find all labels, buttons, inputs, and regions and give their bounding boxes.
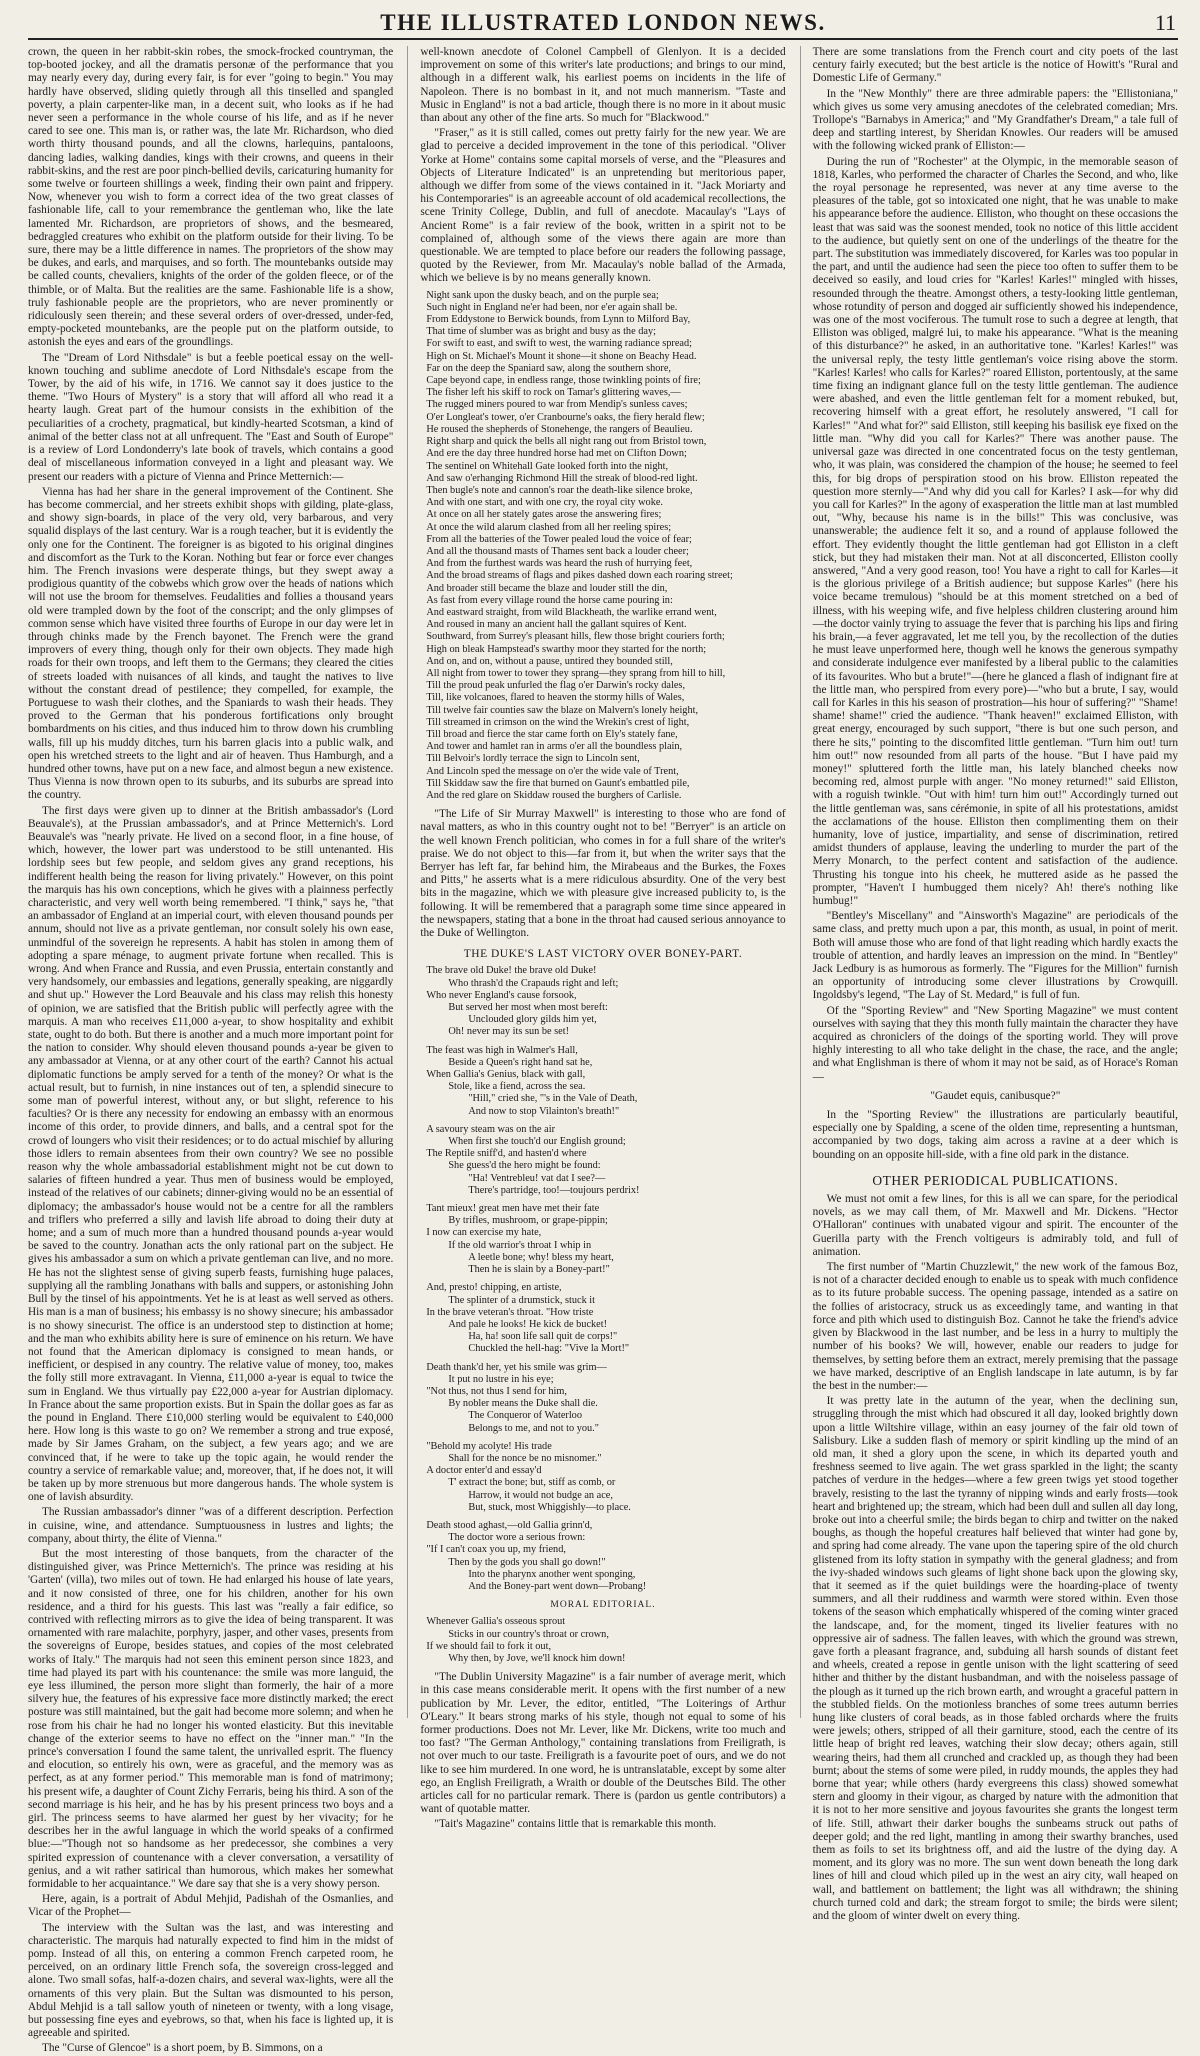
poem-stanza	[426, 1124, 785, 1197]
verse-line: "Ha! Ventrebleu! vat dat I see?—	[468, 1172, 606, 1184]
page-number: 11	[1154, 10, 1176, 35]
verse-line: There's partridge, too!—toujours perdrix!	[468, 1184, 640, 1196]
verse-line: High on St. Michael's Mount it shone—it shone on Beachy Head.	[426, 350, 697, 362]
paragraph: The interview with the Sultan was the last, and was interesting and characteristic. The marquis had naturally expected to find him in the midst of pomp. Instead of all this, on entering a common French carpeted room, he perceived, on an ordinary little French sofa, the sovereign cross-legged and alone. Two small sofas, half-a-dozen chairs, and several wax-lights, were all the ornaments of this very plain. But the Sultan was dismounted to his person, Abdul Mehjid is a tall sallow youth of nineteen or twenty, with a long visage, but possessing fine eyes and eyebrows, so that, when his face is lighted up, it is agreeable and spirited.	[28, 1921, 394, 2040]
verse-line: And the broad streams of flags and pikes dashed down each roaring street;	[426, 570, 733, 582]
verse-line: The rugged miners poured to war from Mendip's sunless caves;	[426, 399, 688, 411]
column-left	[28, 46, 394, 2055]
verse-line: By nobler means the Duke shall die.	[448, 1398, 598, 1410]
verse-line: It put no lustre in his eye;	[448, 1373, 554, 1385]
verse-line: And, presto! chipping, en artiste,	[426, 1282, 562, 1294]
verse-line: And Lincoln sped the message on o'er the wide vale of Trent,	[426, 765, 679, 777]
verse-line: As fast from every village round the horse came pouring in:	[426, 594, 673, 606]
paragraph: The first number of "Martin Chuzzlewit," the new work of the famous Boz, is not of a character decided enough to enable us to speak with much confidence as to its future probable success. The opening passage, intended as a satire on the follies of aristocracy, struck us as exceedingly tame, and wanting in that force and pith which used to distinguish Boz. Cannot he take the friend's advice given by Blackwood in the last number, and be less in a hurry to multiply the number of his books? We will, however, enable our readers to judge for themselves, by setting before them an extract, merely premising that the passage we have marked, descriptive of an English landscape in late autumn, is by far the best in the number:—	[812, 1261, 1178, 1392]
verse-line: By trifles, mushroom, or grape-pippin;	[448, 1215, 608, 1227]
verse-line: That time of slumber was as bright and busy as the day;	[426, 326, 656, 338]
verse-line: And the red glare on Skiddaw roused the burghers of Carlisle.	[426, 789, 682, 801]
verse-line: Till Skiddaw saw the fire that burned on Gaunt's embattled pile,	[426, 777, 690, 789]
verse-line: O'er Longleat's tower, o'er Cranbourne's oaks, the fiery herald flew;	[426, 411, 705, 423]
verse-line: Till twelve fair counties saw the blaze on Malvern's lonely height,	[426, 704, 699, 716]
verse-line: At once on all her stately gates arose the answering fires;	[426, 509, 662, 521]
verse-line: He roused the shepherds of Stonehenge, the rangers of Beaulieu.	[426, 423, 693, 435]
verse-line: The feast was high in Walmer's Hall,	[426, 1044, 578, 1056]
paragraph: It was pretty late in the autumn of the year, when the declining sun, struggling through the mist which had obscured it all day, looked brightly down upon a little Wiltshire village, within an easy journey of the fair old town of Salisbury. Like a sudden flash of memory or spirit kindling up the mind of an old man, it shed a glory upon the scene, in which its departed youth and freshness seemed to live again. The wet grass sparkled in the light; the scanty patches of verdure in the hedges—where a few green twigs yet stood together bravely, resisting to the last the tyranny of nipping winds and early frosts—took heart and brightened up; the stream, which had been dull and sullen all day long, broke out into a cheerful smile; the birds began to chirp and twitter on the naked boughs, as though the hopeful creatures half believed that winter had gone by, and spring had come already. The vane upon the tapering spire of the old church glistened from its lofty station in sympathy with the general gladness; and from the ivy-shaded windows such gleams of light shone back upon the glowing sky, that it seemed as if the quiet buildings were the hoarding-place of twenty summers, and all their ruddiness and warmth were stored within. Even those tokens of the season which emphatically whispered of the coming winter graced the landscape, and, for the moment, tinged its livelier features with no oppressive air of sadness. The fallen leaves, with which the ground was strewn, gave forth a pleasant fragrance, and, subduing all harsh sounds of distant feet and wheels, created a repose in gentle unison with the light scattering of seed hither and thither by the distant husbandman, and with the noiseless passage of the plough as it turned up the rich brown earth, and wrought a graceful pattern in the stubbled fields. On the motionless branches of some trees autumn berries hung like clusters of coral beads, as in those fabled orchards where the fruits were jewels; others, stripped of all their garniture, stood, each the centre of its little heap of bright red leaves, watching their slow decay; others again, still wearing theirs, had them all crunched and crackled up, as though they had been burnt; about the stems of some were piled, in ruddy mounds, the apples they had borne that year; while others (hardy evergreens this class) showed somewhat stern and gloomy in their vigour, as charged by nature with the admonition that it is not to her more sensitive and joyous favourites she grants the longest term of life. Still, athwart their darker boughs the sunbeams struck out paths of deeper gold; and the red light, mantling in among their swarthy branches, used them as foils to set its brightness off, and aid the lustre of the dying day. A moment, and its glory was no more. The sun went down beneath the long dark lines of hill and cloud which piled up in the west an airy city, wall heaped on wall, and battlement on battlement; the light was all withdrawn; the shining church turned cold and dark; the stream forgot to smile; the birds were silent; and the gloom of winter dwelt on every thing.	[812, 1395, 1178, 1923]
verse-line: High on bleak Hampstead's swarthy moor they started for the north;	[426, 643, 707, 655]
verse-line: And from the furthest wards was heard the rush of hurrying feet,	[426, 558, 693, 570]
moral-title: MORAL EDITORIAL.	[550, 1600, 656, 1611]
moral-stanza	[426, 1616, 785, 1665]
paragraph: During the run of "Rochester" at the Olympic, in the memorable season of 1818, Karles, who performed the character of Charles the Second, and who, like the royal personage he represented, was never at any time averse to the pleasures of the table, got so intoxicated one night, that he was unable to make his appearance before the audience. Elliston, who thought on these occasions the least that was said was the soonest mended, took no notice of this little accident to the audience, but quietly sent on one of the underlings of the theatre for the part. The substitution was immediately discovered, for Karles was too popular in the part, and until the audience had seen the piece too often to suffer them to be deceived so easily, and loud cries for "Karles! Karles!" mingled with hisses, resounded through the theatre. Amongst others, a testy-looking little gentleman, whose rotundity of person and dogged air sufficiently showed his independence, was one of the most vociferous. The tumult rose to such a degree at length, that Elliston was obliged, malgré lui, to make his appearance. "What is the meaning of this disturbance?" he asked, in an authoritative tone. "Karles! Karles!" was the universal reply, the testy little gentleman's voice rising above the storm. "Karles! Karles! who calls for Karles?" roared Elliston, portentously, at the same time fixing an indignant glance full on the testy little gentleman. The audience were abashed, and even the little gentleman felt for a moment rebuked, but, recovering himself with a great effort, he resolutely answered, "I call for Karles!" "And what for?" said Elliston, still keeping his basilisk eye fixed on the little man. "Why did you call for Karles?" There was another pause. The universal gaze was directed in one concentrated focus on the testy gentleman, who, it was plain, was considered the champion of the house; he seemed to feel this, for big drops of perspiration stood on his brow. Elliston repeated the question more sternly—"And why did you call for Karles? I ask—for why did you call for Karles?" In the agony of exasperation the little man at last mumbled out, "Why, because his name is in the bills!" This was conclusive, was unanswerable; the audience felt it so, and a round of applause followed the effort. They evidently thought the little gentleman had got Elliston in a cleft stick, but they had mistaken their man. Not at all disconcerted, Elliston coolly answered, "And a very good reason, too! You have a right to call for Karles—it is the glorious privilege of a British audience; but suppose Karles" (here his voice became tremulous) "should be at this moment stretched on a bed of illness, with his weeping wife, and five helpless children clustering around him—the doctor vainly trying to assuage the fever that is parching his lips and firing his brain,—a fever aggravated, let me tell you, by the recollection of the duties he must leave unperformed here, though well he knows the generous sympathy and considerate indulgence ever manifested by a liberal public to the calamities of its favourites. Who but a brute!"—(here he glanced a flash of indignant fire at the little man, who perspired from every pore)—"who but a brute, I say, would call for Karles in this his season of prostration—his hour of suffering?" "Shame! shame! shame!" cried the audience. "Thank heaven!" exclaimed Elliston, with great energy, encouraged by such support, "there is but one such person, and there he sits," pointing to the discomfited little gentleman. "Turn him out! turn him out!" now resounded from all parts of the house. "But I have paid my money!" spluttered forth the little man, his lately blanched cheeks now becoming red, almost purple with anger. "No money returned!" said Elliston, with a roguish twinkle. "Out with him! turn him out!" Accordingly turned out the little gentleman was, sans cérémonie, in spite of all his protestations, amidst the acclamations of the house. Elliston then complimenting them on their humanity, love of justice, impartiality, and sense of discrimination, retired amidst thunders of applause, leaving the underling to murder the part of the Merry Monarch, to the perfect content and satisfaction of the audience. Thrusting his tongue into his cheek, he muttered aside as he passed the prompter, "Haven't I humbugged them nicely? Ah! there's nothing like humbug!"	[812, 155, 1178, 907]
verse-line: The Conqueror of Waterloo	[468, 1410, 582, 1422]
verse-line: If we should fail to fork it out,	[426, 1640, 552, 1652]
verse-line: And roused in many an ancient hall the gallant squires of Kent.	[426, 619, 687, 631]
masthead	[28, 8, 1178, 40]
paragraph: "Fraser," as it is still called, comes out pretty fairly for the new year. We are glad to perceive a decided improvement in the tone of this periodical. "Oliver Yorke at Home" contains some capital morsels of verse, and the "Pleasures and Objects of Literature Indicated" is an unpretending but meritorious paper, although we differ from some of the views contained in it. "Jack Moriarty and his Contemporaries" is an agreeable account of old academical recollections, the scene Trinity College, Dublin, and full of anecdote. Macaulay's "Lays of Ancient Rome" is a fair review of the book, written in a spirit not to be complained of, although some of the views there again are more than questionable. We are tempted to place before our readers the following passage, quoted by the Reviewer, from Mr. Macaulay's noble ballad of the Armada, which we believe is by no means generally known.	[420, 127, 786, 285]
verse-line: Harrow, it would not budge an ace,	[468, 1489, 613, 1501]
verse-line: Stole, like a fiend, across the sea.	[448, 1081, 586, 1093]
verse-line: Oh! never may its sun be set!	[448, 1026, 569, 1038]
verse-line: All night from tower to tower they sprang—they sprang from hill to hill,	[426, 667, 726, 679]
verse-line: But served her most when most bereft:	[448, 1002, 608, 1014]
verse-line: Death stood aghast,—old Gallia grinn'd,	[426, 1519, 593, 1531]
verse-line: "If I can't coax you up, my friend,	[426, 1544, 566, 1556]
paragraph: "The Life of Sir Murray Maxwell" is interesting to those who are fond of naval matters, as who in this country ought not to be! "Berryer" is an article on the well known French politician, who comes in for a full share of the writer's praise. We do not object to this—far from it, but when the writer says that the Berryer has left far, far behind him, the Mirabeaus and the Burkes, the Foxes and Pitts," he asserts what is a mere ridiculous absurdity. One of the very best bits in the magazine, which we with pleasure give increased publicity to, is the following. It will be remembered that a paragraph some time since appeared in the newspapers, stating that a bone in the throat had caused serious annoyance to the Duke of Wellington.	[420, 808, 786, 940]
verse-line: I now can exercise my hate,	[426, 1227, 542, 1239]
verse-line: The splinter of a drumstick, stuck it	[448, 1294, 596, 1306]
paragraph: well-known anecdote of Colonel Campbell of Glenlyon. It is a decided improvement on some of this writer's late productions; and brings to our mind, although in a different walk, his earliest poems on incidents in the life of Napoleon. There is no bombast in it, and not much mannerism. "Taste and Music in England" is not a bad article, though there is no more in it about music than about any other of the fine arts. So much for "Blackwood."	[420, 46, 786, 125]
verse-line: But, stuck, most Whiggishly—to place.	[468, 1501, 631, 1513]
poem-stanza	[426, 1282, 785, 1355]
verse-line: Why then, by Jove, we'll knock him down!	[448, 1652, 626, 1664]
paragraph: The "Curse of Glencoe" is a short poem, by B. Simmons, on a	[42, 2042, 323, 2055]
verse-line: If the old warrior's throat I whip in	[448, 1239, 592, 1251]
poem-stanza	[426, 1520, 785, 1593]
verse-line: A savoury steam was on the air	[426, 1123, 556, 1135]
verse-line: "Not thus, not thus I send for him,	[426, 1385, 567, 1397]
paragraph: Here, again, is a portrait of Abdul Mehjid, Padishah of the Osmanlies, and Vicar of the Prophet—	[28, 1893, 394, 1919]
verse-line: And tower and hamlet ran in arms o'er all the boundless plain,	[426, 741, 683, 753]
verse-line: Death thank'd her, yet his smile was grim—	[426, 1361, 607, 1373]
verse-line: For swift to east, and swift to west, the warning radiance spread;	[426, 338, 692, 350]
verse-line: Then he is slain by a Boney-part!"	[468, 1264, 610, 1276]
paragraph: In the "Sporting Review" the illustrations are particularly beautiful, especially one by Spalding, a scene of the olden time, representing a huntsman, accompanied by two dogs, taking aim across a ravine at a deer which is bounding on an opposite hill-side, with a fine old park in the distance.	[812, 1109, 1178, 1161]
verse-line: T' extract the bone; but, stiff as comb, or	[448, 1477, 616, 1489]
verse-line: The brave old Duke! the brave old Duke!	[426, 965, 597, 977]
verse-line: Till streamed in crimson on the wind the Wrekin's crest of light,	[426, 716, 690, 728]
poem-title: THE DUKE'S LAST VICTORY OVER BONEY-PART.	[463, 948, 743, 961]
verse-line: From Eddystone to Berwick bounds, from Lynn to Milford Bay,	[426, 314, 691, 326]
verse-line: Right sharp and quick the bells all night rang out from Bristol town,	[426, 436, 707, 448]
verse-line: And pale he looks! He kick de bucket!	[448, 1318, 608, 1330]
verse-line: Till broad and fierce the star came forth on Ely's stately fane,	[426, 728, 678, 740]
verse-line: Who thrash'd the Crapauds right and left;	[448, 977, 619, 989]
column-middle	[407, 46, 786, 1831]
verse-line: Shall for the nonce be no misnomer."	[448, 1452, 602, 1464]
verse-line: And all the thousand masts of Thames sent back a louder cheer;	[426, 545, 689, 557]
verse-line: Into the pharynx another went sponging,	[468, 1568, 636, 1580]
verse-line: "Behold my acolyte! His trade	[426, 1440, 552, 1452]
verse-line: She guess'd the hero might be found:	[448, 1160, 601, 1172]
verse-line: A doctor enter'd and essay'd	[426, 1465, 542, 1477]
verse-line: And the Boney-part went down—Probang!	[468, 1580, 647, 1592]
verse-line: Tant mieux! great men have met their fate	[426, 1203, 600, 1215]
verse-line: Such night in England ne'er had been, nor e'er again shall be.	[426, 301, 678, 313]
newspaper-title: THE ILLUSTRATED LONDON NEWS.	[380, 10, 826, 35]
poem-stanza	[426, 965, 785, 1038]
verse-line: The sentinel on Whitehall Gate looked forth into the night,	[426, 460, 669, 472]
verse-line: Southward, from Surrey's pleasant hills, flew those bright couriers forth;	[426, 631, 725, 643]
verse-line: And on, and on, without a pause, untired they bounded still,	[426, 655, 673, 667]
paragraph: Of the "Sporting Review" and "New Sporting Magazine" we must content ourselves with saying that they this month fully maintain the character they have acquired as chroniclers of the doings of the sporting world. They will prove highly interesting to all who take delight in the chase, the race, and the angle; and what Englishman is there of whom it may not be said, as of Horace's Roman—	[812, 1004, 1178, 1083]
latin-quote: "Gaudet equis, canibusque?"	[930, 1089, 1061, 1102]
verse-line: Ha, ha! soon life sall quit de corps!"	[468, 1331, 618, 1343]
verse-line: Chuckled the hell-hag: "Vive la Mort!"	[468, 1343, 630, 1355]
paragraph: There are some translations from the French court and city poets of the last century fairly executed; but the best article is the notice of Howitt's "Rural and Domestic Life of Germany."	[812, 46, 1178, 85]
paragraph: "Bentley's Miscellany" and "Ainsworth's Magazine" are periodicals of the same class, and pretty much upon a par, this month, as usual, in point of merit. Both will amuse those who are fond of that light reading which hardly exacts the trouble of attention, and hardly leaves an impression on the mind. In "Bentley" Jack Ledbury is as humorous as formerly. The "Figures for the Million" furnish an opportunity of introducing some clever illustrations by Crowquill. Ingoldsby's legend, "The Lay of St. Medard," is full of fun.	[812, 910, 1178, 1002]
verse-line: When Gallia's Genius, black with gall,	[426, 1069, 586, 1081]
verse-line: And now to stop Vilainton's breath!"	[468, 1105, 620, 1117]
verse-line: Night sank upon the dusky beach, and on the purple sea;	[426, 289, 659, 301]
verse-line: And with one start, and with one cry, the royal city woke.	[426, 497, 664, 509]
poem-stanza	[426, 1045, 785, 1118]
verse-line: From all the batteries of the Tower pealed loud the voice of fear;	[426, 533, 692, 545]
verse-line: The doctor wore a serious frown:	[448, 1532, 586, 1544]
verse-line: Who never England's cause forsook,	[426, 989, 577, 1001]
poem-stanza	[426, 1203, 785, 1276]
verse-line: In the brave veteran's throat. "How triste	[426, 1306, 594, 1318]
paragraph: Vienna has had her share in the general improvement of the Continent. She has become commercial, and her streets exhibit shops with gilding, plate-glass, and showy sign-boards, in place of the very old, very barbarous, and very squalid displays of the last century. War is a rough teacher, but it is evidently the only one for the Continent. The foreigner is as bigoted to his original dingines and discomfort as the Turk to the Koran. Nothing but fear or force ever changes him. The French invasions were desperate things, but they swept away a prodigious quantity of the cobwebs which grow over the heads of nations which will not use the broom for themselves. Feudalities and follies a thousand years old were trampled down by the foot of the conscript; and the only glimpses of common sense which have visited three fourths of Europe in our day were let in through chinks made by the French bayonet. The French were the grand improvers of every thing, though only for their own objects. They made high roads for their own troops, and left them to the Germans; they cleared the cities of streets loaded with nuisances of all kinds, and taught the natives to live without the constant dread of pestilence; they compelled, for example, the Portuguese to wash their clothes, and the Spaniards to wash their heads. They proved to the German that his ponderous fortifications only brought bombardments on his cities, and thus induced him to throw down his crumbling walls, fill up his muddy ditches, turn his barren glacis into a public walk, and open his wretched streets to the light and air of heaven. Thus Hamburgh, and a hundred other towns, have put on a new face, and almost begun a new existence. Thus Vienna is now thrown open to its suburbs, and its suburbs are spread into the country.	[28, 485, 394, 802]
paragraph: In the "New Monthly" there are three admirable papers: the "Ellistoniana," which gives us some very amusing anecdotes of the celebrated comedian; Mrs. Trollope's "Barnabys in America;" and "My Grandfather's Dream," a tale full of deep and startling interest, by Sheridan Knowles. Our readers will be amused with the following wicked prank of Elliston:—	[812, 87, 1178, 153]
paragraph: The first days were given up to dinner at the British ambassador's (Lord Beauvale's), at the Prussian ambassador's, and at Prince Metternich's. Lord Beauvale's was "nearly private. He lived on a second floor, in a fine house, of which, however, the lower part was understood to be still untenanted. His lordship sees but few people, and seldom gives any grand receptions, his indifferent health being the reason for living privately." However, on this point the marquis has his own conceptions, which he gives with a plainness perfectly characteristic, and very well worth being remembered. "I think," says he, "that an ambassador of England at an imperial court, with eleven thousand pounds per annum, should not live as a private gentleman, nor consult solely his own ease, unmindful of the sovereign he represents. A habit has stolen in among them of adopting a spare ménage, to augment private fortune when recalled. This is wrong. And when France and Russia, and even Prussia, entertain constantly and very handsomely, our embassies and legations, generally speaking, are niggardly and shut up." However the Lord Beauvale and his class may relish this honesty of opinion, we are satisfied that the British public will perfectly agree with the marquis. A man who receives £11,000 a-year, to show hospitality and exhibit state, ought to do both. But there is another and a much more important point for the nation to consider. Why should eleven thousand pounds a-year be given to any ambassador at Vienna, or at any other court of the earth? Cannot his actual diplomatic functions be amply served for a tenth of the money? Or what is the actual result, but to furnish, in nine instances out of ten, a splendid sinecure to some man of powerful interest, without any, or but slight, reference to his faculties? Or is there any necessity for endowing an embassy with an enormous income of this order, to provide dinners, and balls, and a central spot for the crowd of loungers who visit their residences; or to do actual mischief by alluring those idlers to remain absentees from their own country? We see no possible reason why the whole ambassadorial establishment might not be cut down to salaries of fifteen hundred a year. Thus men of business would be employed, instead of the relatives of our cabinets; dinner-giving would no be an essential of diplomacy; the ambassador's house would not be a centre for all the ramblers and triflers who preferred a silly and lavish life abroad to doing their duty at home; and a sum of much more than a hundred thousand pounds a-year would be saved to the country. Jonathan acts the only rational part on the subject. He gives his ambassador a sum on which a private gentleman can live, and no more. He has not the slightest sense of giving superb feasts, furnishing huge palaces, supplying all the rambling Jonathans with balls and suppers, or astonishing John Bull by the tinsel of his appointments. Yet he is at least as well served as others. His man is a man of business; his embassy is no showy sinecure; his ambassador is no showy sinecurist. The office is an understood step to distinction at home; and the man who exhibits ability here is sure of eminence on his return. We have not found that the American diplomacy is consigned to mean hands, or inefficient, or despised in any country. The relative value of money, too, makes the folly still more extravagant. In Vienna, £11,000 a-year is equal to twice the sum in England. We thus virtually pay £22,000 a-year for Austrian diplomacy. In France about the same proportion exists. But in Spain the dollar goes as far as the pound in England. There £10,000 sterling would be equivalent to £40,000 here. How long is this waste to go on? We remember a strong and true exposé, made by Sir James Graham, on the subject, a few years ago; and we are convinced that, if he were to take up the topic again, he would render the country a service of remarkable value; and, moreover, that, if he does not, it will be taken up by more strenuous but more dangerous hands. The whole system is one of lavish absurdity.	[28, 804, 394, 1504]
verse-line: Then by the gods you shall go down!"	[448, 1556, 606, 1568]
verse-line: Unclouded glory gilds him yet,	[468, 1014, 597, 1026]
section-heading: OTHER PERIODICAL PUBLICATIONS.	[872, 1172, 1119, 1188]
verse-line: Till the proud peak unfurled the flag o'er Darwin's rocky dales,	[426, 680, 686, 692]
verse-line: And saw o'erhanging Richmond Hill the streak of blood-red light.	[426, 472, 698, 484]
verse-line: Cape beyond cape, in endless range, those twinkling points of fire;	[426, 375, 701, 387]
paragraph: But the most interesting of those banquets, from the character of the distinguished giver, was Prince Metternich's. The prince was residing at his 'Garten' (villa), two miles out of town. He had enlarged his house of late years, and it now consisted of three, one for his children, another for his own residence, and a third for his guests. This last was "really a fair edifice, so contrived with reflecting mirrors as to give the idea of being transparent. It was ornamented with rare malachite, porphyry, jasper, and other vases, presents from the sovereigns of Europe, besides statues, and copies of the most celebrated works of Italy." The marquis had not seen this eminent person since 1823, and time had played its part with his countenance: the smile was more languid, the eye less illumined, the person more slight than formerly, the hair of a more silvery hue, the features of his expressive face more distinctly marked; the erect posture was still maintained, but the gait had become more solemn; and when he rose from his chair he had no longer his wonted elasticity. But this inevitable change of the exterior seems to have no effect on the "inner man." "In the prince's conversation I found the same talent, the unrivalled esprit. The fluency and elocution, so entirely his own, were as graceful, and the memory was as perfect, as at any former period." This memorable man is fond of matrimony; his present wife, a daughter of Count Zichy Ferraris, being his third. A son of the second marriage is his heir, and he has by his present princess two boys and a girl. The princess seems to have alarmed her guest by her vivacity; for he describes her in the awful language in which the world speaks of a confirmed blue:—"Though not so handsome as her predecessor, she combines a very spirited expression of countenance with a clever conversation, a versatility of genius, and a wit rather satirical than humorous, which makes her somewhat formidable to her acquaintance." We dare say that she is a very showy person.	[28, 1547, 394, 1891]
verse-line: Belongs to me, and not to you."	[468, 1422, 599, 1434]
poem-stanza	[426, 1362, 785, 1435]
paragraph: The Russian ambassador's dinner "was of a different description. Perfection in cuisine, wine, and attendance. Sumptuousness in lustres and lights; the company, about thirty, the élite of Vienna."	[28, 1506, 394, 1545]
paragraph: We must not omit a few lines, for this is all we can spare, for the periodical novels, as we may call them, of Mr. Maxwell and Mr. Dickens. "Hector O'Halloran" continues with unabated vigour and spirit. The encounter of the Guerilla party with the French voltigeurs is admirably told, and full of animation.	[812, 1193, 1178, 1258]
poem-stanza	[426, 1441, 785, 1514]
verse-line: And ere the day three hundred horse had met on Clifton Down;	[426, 448, 687, 460]
paragraph: crown, the queen in her rabbit-skin robes, the smock-frocked countryman, the top-booted jockey, and all the dramatis personæ of the performance that you may nearly every day, during every fair, is for ever "going to begin." You may hardly have observed, sliding quietly through all this tinselled and spangled poverty, a plain carpenter-like man, in a decent suit, who looks as if he had never seen a performance in the whole course of his life, and as if he never cared to see one. This man is, or rather was, the late Mr. Richardson, who died worth thirty thousand pounds, and all the clowns, harlequins, pantaloons, dancing ladies, walking dandies, kings with their crowns, and queens in their rabbit-skins, and the rest are poor pinch-bellied devils, caricaturing humanity for some twelve or fourteen shillings a week, finding their own paint and frippery. Now, whenever you wish to form a correct idea of the two great classes of fashionable life, call to your remembrance the gentleman who, like the late lamented Mr. Richardson, are proprietors of shows, and the besmeared, bedraggled creatures who exhibit on the platform outside for their living. To be sure, there may be a little difference in names. The proprietors of the show may be dukes, and earls, and marquises, and so forth. The mountebanks outside may be called counts, chevaliers, knights of the order of the golden fleece, or of the thimble, or of Malta. But the realities are the same. Fashionable life is a show, truly fashionable people are the proprietors, who are never prominently or ridiculously seen therein; and these several orders of over-dressed, under-fed, empty-pocketed mountebanks, are the people put on the platform outside, to astonish the eyes and ears of the groundlings.	[28, 46, 394, 349]
paragraph: "The Dublin University Magazine" is a fair number of average merit, which in this case means considerable merit. It opens with the first number of a new publication by Mr. Lever, the editor, entitled, "The Loiterings of Arthur O'Leary." It bears strong marks of his style, though not equal to some of his former productions. Does not Mr. Lever, like Mr. Dickens, write too much and too fast? "The German Anthology," containing translations from Freiligrath, is not over much to our taste. Freiligrath is a favourite poet of ours, and we do not like to see him murdered. In one word, he is untranslatable, except by some alter ego, an English Freiligrath, a Wraith or double of the Deutsches Bild. The other articles call for no particular remark. There is (pardon us gentle contributors) a want of quotable matter.	[420, 1671, 786, 1816]
verse-line: Beside a Queen's right hand sat he,	[448, 1056, 593, 1068]
verse-line: Till, like volcanoes, flared to heaven the stormy hills of Wales,	[426, 692, 685, 704]
verse-line: The fisher left his skiff to rock on Tamar's glittering waves,—	[426, 387, 681, 399]
column-container	[28, 46, 1178, 2055]
verse-line: Whenever Gallia's osseous sprout	[426, 1616, 566, 1628]
verse-line: At once the wild alarum clashed from all her reeling spires;	[426, 521, 672, 533]
verse-line: And eastward straight, from wild Blackheath, the warlike errand went,	[426, 606, 717, 618]
verse-line: Till Belvoir's lordly terrace the sign to Lincoln sent,	[426, 753, 640, 765]
verse-line: Sticks in our country's throat or crown,	[448, 1628, 609, 1640]
armada-ballad	[426, 290, 785, 803]
column-right	[800, 46, 1178, 1923]
verse-line: Then bugle's note and cannon's roar the death-like silence broke,	[426, 484, 693, 496]
verse-line: The Reptile sniff'd, and hasten'd where	[426, 1148, 587, 1160]
paragraph: The "Dream of Lord Nithsdale" is but a feeble poetical essay on the well-known touching and sublime anecdote of Lord Nithsdale's escape from the Tower, by the aid of his wife, in 1716. We cannot say it does justice to the theme. "Two Hours of Mystery" is a story that will afford all who read it a hearty laugh. Great part of the humour consists in the exhibition of the peculiarities of a crochety, pragmatical, but kindly-hearted Scotsman, a kind of animal of the better class not at all unfrequent. The "East and South of Europe" is a review of Lord Londonderry's late book of travels, which contains a good deal of miscellaneous information conveyed in a light and pleasant way. We present our readers with a picture of Vienna and Prince Metternich:—	[28, 351, 394, 483]
verse-line: And broader still became the blaze and louder still the din,	[426, 582, 668, 594]
verse-line: "Hill," cried she, "'s in the Vale of Death,	[468, 1093, 638, 1105]
verse-line: When first she touch'd our English ground;	[448, 1136, 626, 1148]
paragraph: "Tait's Magazine" contains little that is remarkable this month.	[434, 1818, 717, 1831]
verse-line: A leetle bone; why! bless my heart,	[468, 1251, 614, 1263]
verse-line: Far on the deep the Spaniard saw, along the southern shore,	[426, 362, 672, 374]
